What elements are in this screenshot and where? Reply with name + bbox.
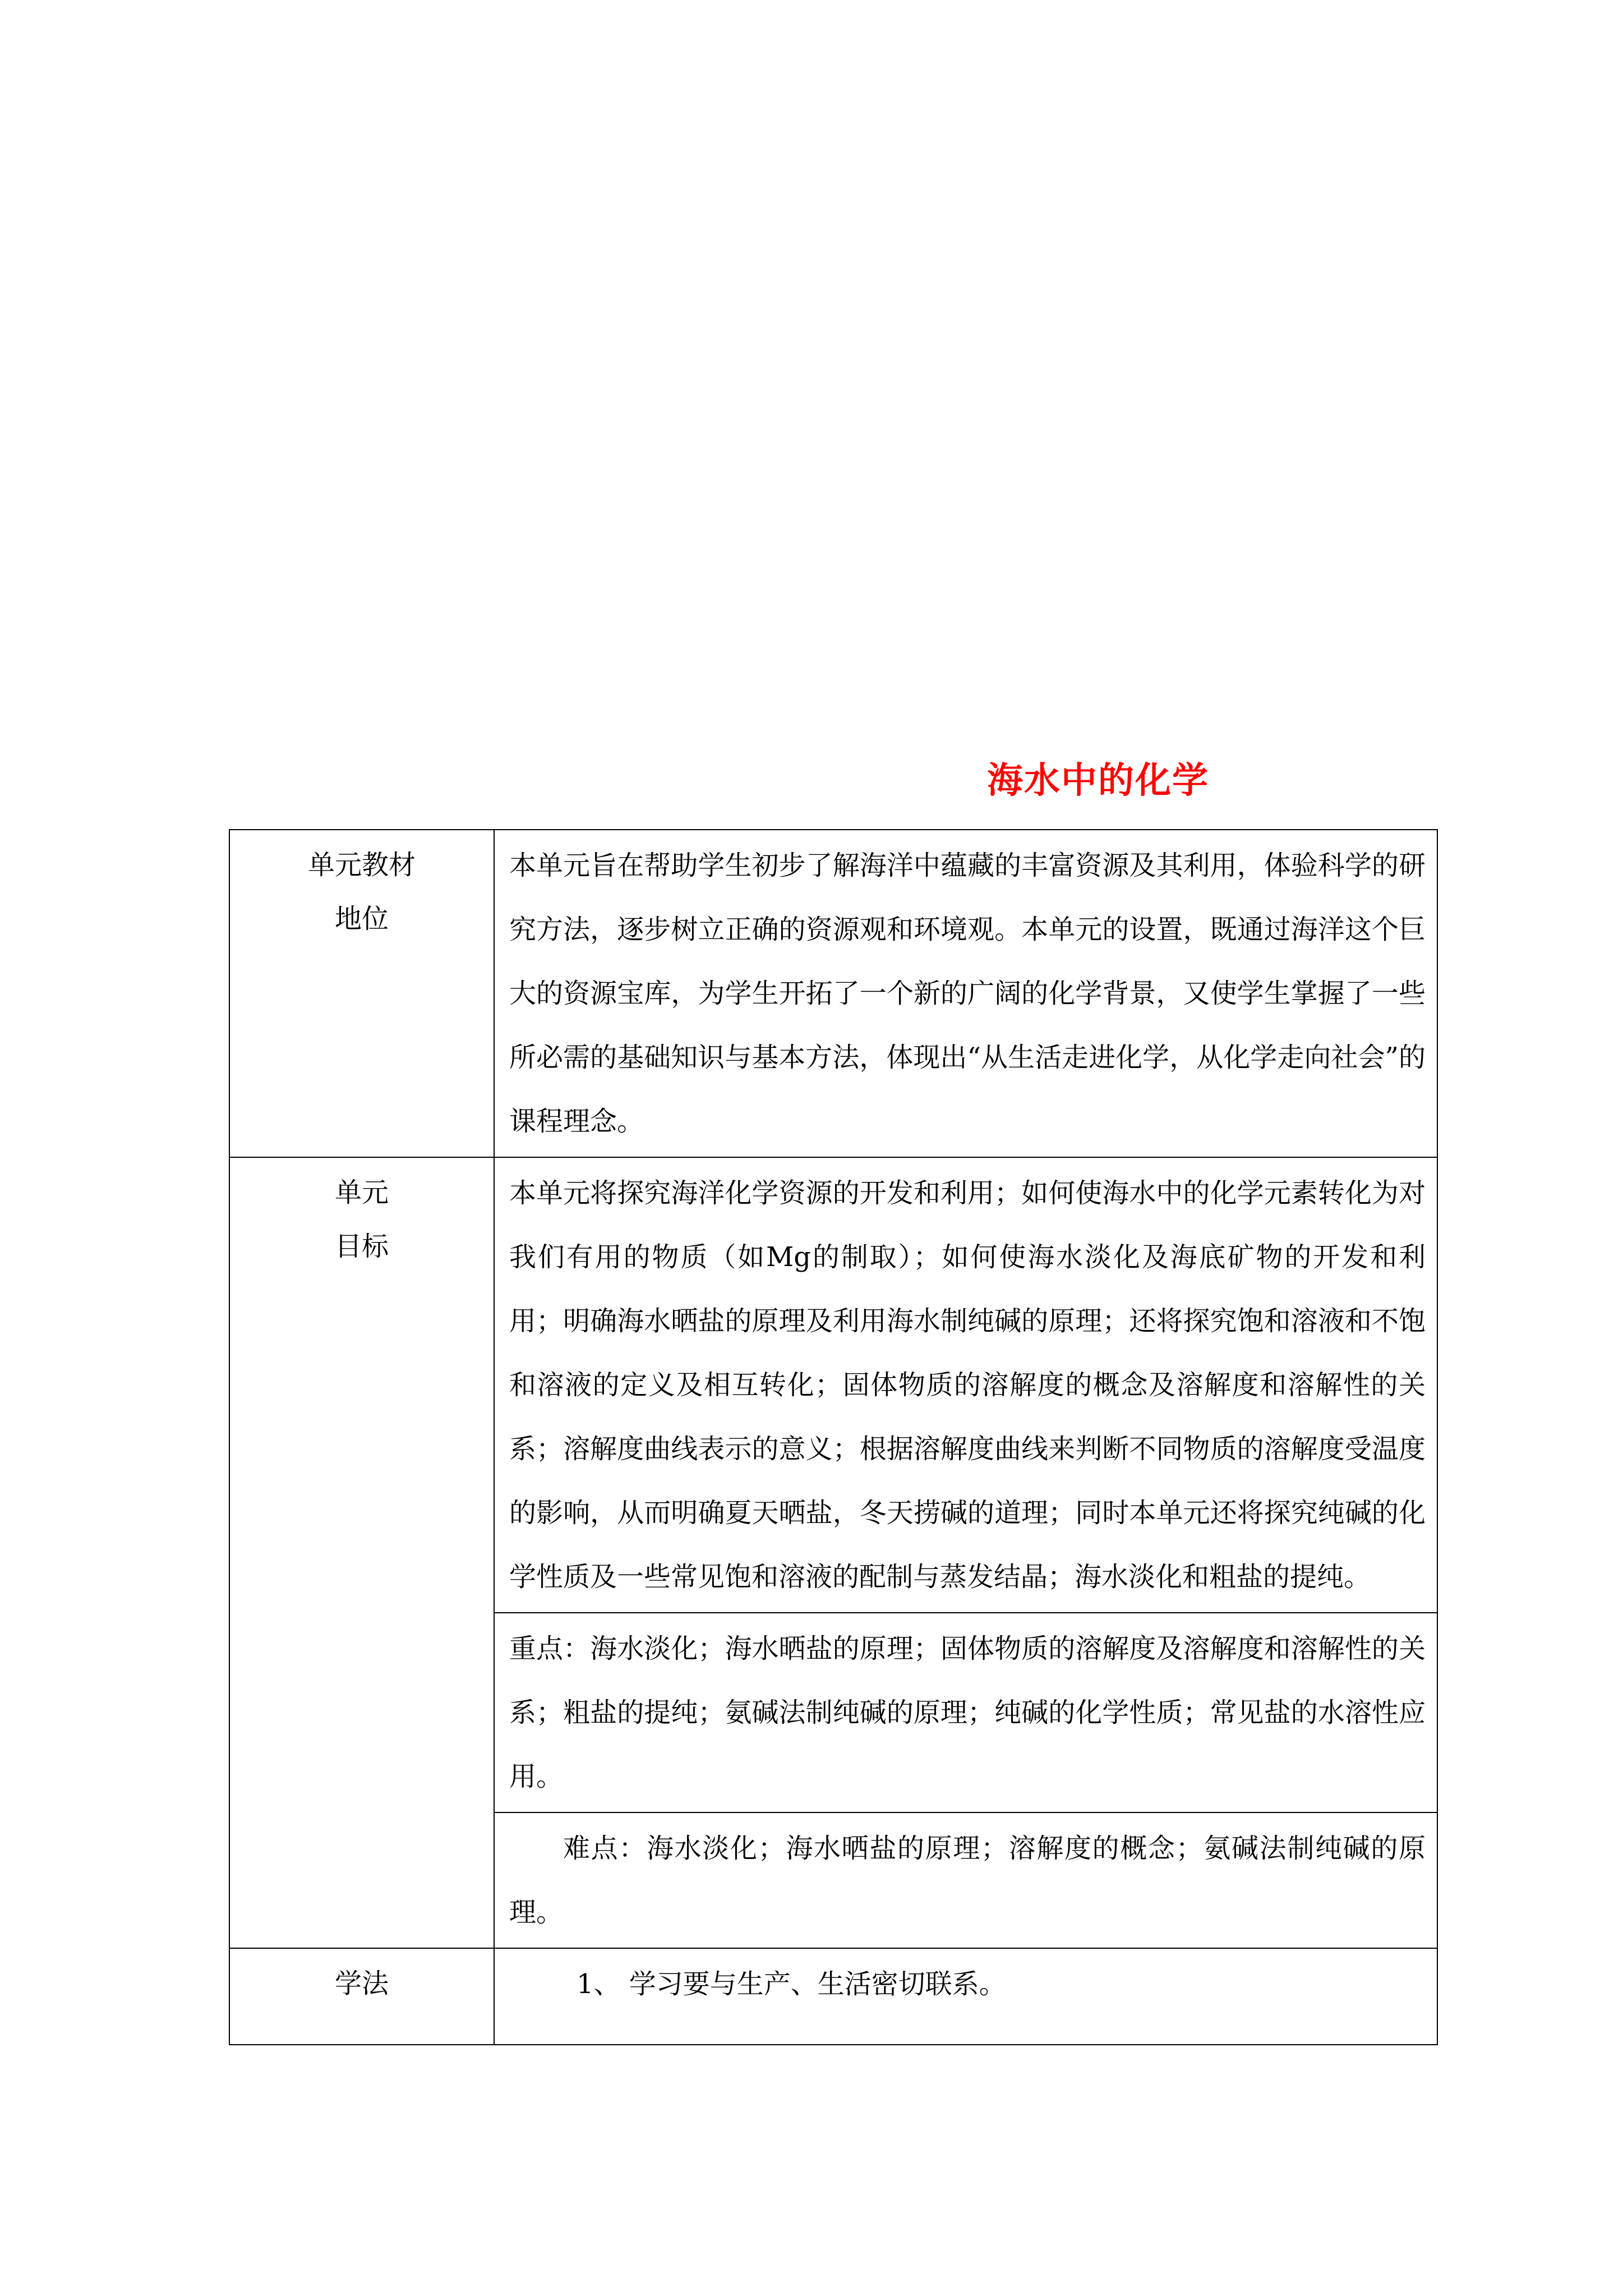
label-position-line1: 单元教材 [307,849,416,881]
label-position-line2: 地位 [334,903,389,935]
label-goals-line2: 目标 [334,1231,389,1262]
content-cell-key-points [494,1613,1437,1812]
content-cell-position [494,830,1437,1157]
label-method: 学法 [334,1968,389,1999]
content-cell-goals [494,1157,1437,1613]
label-goals-line1: 单元 [334,1177,389,1208]
label-cell-goals [229,1157,494,1948]
content-goals-text: 本单元将探究海洋化学资源的开发和利用；如何使海水中的化学元素转化为对我们有用的物质（如Mg的制取）；如何使海水淡化及海底矿物的开发和利用；明确海水晒盐的原理及利用海水制纯碱的原理；还将探究饱和溶液和不饱和溶液的定义及相互转化；固体物质的溶解度的概念及溶解度和溶解性的关系；溶解度曲线表示的意义；根据溶解度曲线来判断不同物质的溶解度受温度的影响，从而明确夏天晒盐，冬天捞碱的道理；同时本单元还将探究纯碱的化学性质及一些常见饱和溶液的配制与蒸发结晶；海水淡化和粗盐的提纯。 [509,1177,1426,1593]
label-cell-position [229,830,494,1157]
label-cell-method [229,1948,494,2045]
content-key-points-text: 重点：海水淡化；海水晒盐的原理；固体物质的溶解度及溶解度和溶解性的关系；粗盐的提纯；氨碱法制纯碱的原理；纯碱的化学性质；常见盐的水溶性应用。 [509,1633,1426,1792]
content-position-text: 本单元旨在帮助学生初步了解海洋中蕴藏的丰富资源及其利用，体验科学的研究方法，逐步树立正确的资源观和环境观。本单元的设置，既通过海洋这个巨大的资源宝库，为学生开拓了一个新的广阔的化学背景，又使学生掌握了一些所必需的基础知识与基本方法，体现出“从生活走进化学，从化学走向社会”的课程理念。 [509,850,1426,1137]
table-row-position [229,830,1437,1157]
unit-plan-table [229,829,1438,2045]
content-cell-method [494,1948,1437,2045]
content-cell-difficulties [494,1812,1437,1948]
document-title: 海水中的化学 [987,760,1209,802]
content-method-text: 1、 学习要与生产、生活密切联系。 [577,1968,1006,2000]
content-difficulties-text: 难点：海水淡化；海水晒盐的原理；溶解度的概念；氨碱法制纯碱的原理。 [509,1833,1426,1928]
table-row-method [229,1948,1437,2045]
table-row-goals [229,1157,1437,1613]
